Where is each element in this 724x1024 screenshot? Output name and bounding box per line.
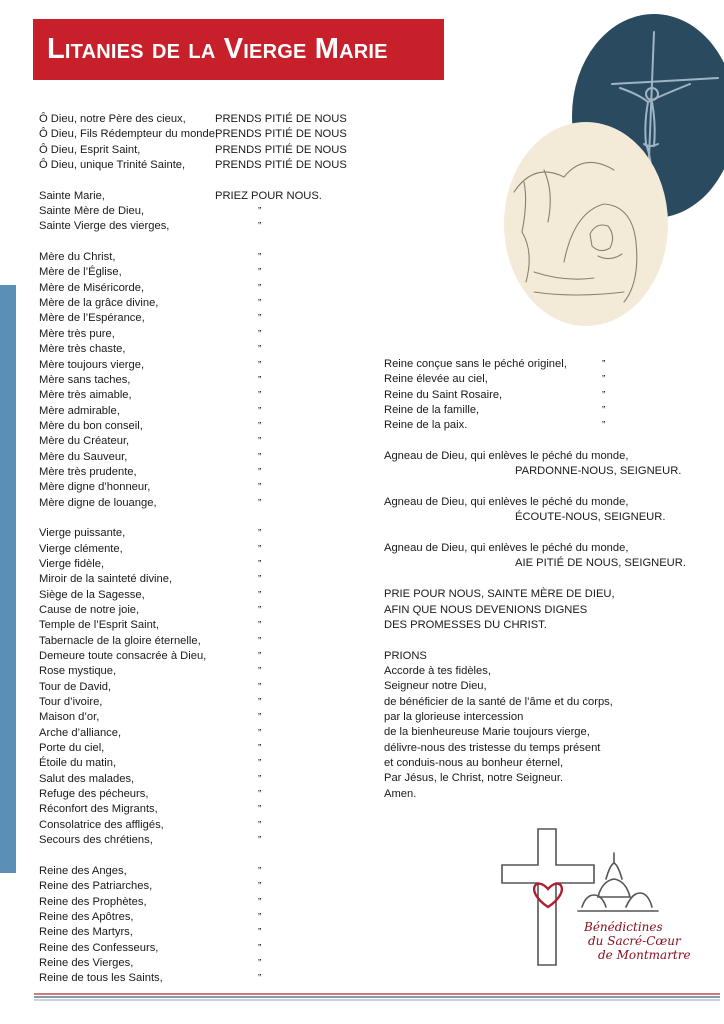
invocation-text: Reine des Apôtres, bbox=[39, 910, 134, 923]
ditto-mark: ” bbox=[602, 359, 606, 370]
ditto-mark: ” bbox=[258, 758, 262, 770]
invocation-text: Mère toujours vierge, bbox=[39, 358, 145, 371]
litany-line bbox=[384, 418, 686, 433]
ditto-mark: ” bbox=[258, 620, 262, 632]
ditto-mark: ” bbox=[258, 328, 262, 340]
invocation-text: Maison d’or, bbox=[39, 711, 100, 724]
invocation-text: Reine de la paix. bbox=[384, 419, 468, 432]
invocation-text: Salut des malades, bbox=[39, 772, 135, 785]
invocation-text: Ô Dieu, Fils Rédempteur du monde, bbox=[39, 128, 219, 141]
ditto-mark: ” bbox=[258, 589, 262, 601]
ditto-mark: ” bbox=[258, 252, 262, 264]
invocation-text: Mère admirable, bbox=[39, 404, 120, 417]
invocation-text: Mère très chaste, bbox=[39, 343, 126, 356]
invocation-text: Mère de la grâce divine, bbox=[39, 297, 159, 310]
invocation-text: Reine conçue sans le péché originel, bbox=[384, 358, 567, 370]
ditto-mark: ” bbox=[258, 819, 262, 831]
ditto-mark: ” bbox=[258, 743, 262, 755]
agneau-response: ÉCOUTE-NOUS, SEIGNEUR. bbox=[515, 511, 666, 524]
ditto-mark: ” bbox=[602, 389, 606, 401]
ditto-mark: ” bbox=[258, 528, 262, 540]
ditto-mark: ” bbox=[258, 712, 262, 724]
invocation-text: Sainte Vierge des vierges, bbox=[39, 220, 170, 233]
invocation-text: Tour d’ivoire, bbox=[39, 696, 103, 709]
response-text: PRENDS PITIÉ DE NOUS bbox=[215, 113, 347, 125]
litany-line bbox=[384, 372, 686, 387]
ditto-mark: ” bbox=[258, 206, 262, 218]
ditto-mark: ” bbox=[258, 543, 262, 555]
ditto-mark: ” bbox=[258, 957, 262, 969]
prayer-line: Accorde à tes fidèles, bbox=[384, 664, 491, 677]
page-title: Litanies de la Vierge Marie bbox=[47, 33, 388, 65]
prayer-line: Amen. bbox=[384, 787, 417, 800]
ditto-mark: ” bbox=[258, 681, 262, 693]
invocation-text: Mère très pure, bbox=[39, 327, 115, 340]
ditto-mark: ” bbox=[258, 466, 262, 478]
invocation-text: Mère du Sauveur, bbox=[39, 450, 128, 463]
ditto-mark: ” bbox=[258, 344, 262, 356]
ditto-mark: ” bbox=[258, 405, 262, 417]
agneau-response: PARDONNE-NOUS, SEIGNEUR. bbox=[515, 465, 682, 478]
invocation-text: Reine des Martyrs, bbox=[39, 926, 133, 939]
ditto-mark: ” bbox=[258, 773, 262, 785]
invocation-text: Arche d’alliance, bbox=[39, 726, 122, 739]
invocation-text: Demeure toute consacrée à Dieu, bbox=[39, 650, 207, 663]
title-banner bbox=[33, 19, 444, 80]
invocation-text: Cause de notre joie, bbox=[39, 604, 140, 616]
benedictines-logo bbox=[498, 823, 698, 971]
invocation-text: Reine du Saint Rosaire, bbox=[384, 388, 503, 401]
ditto-mark: ” bbox=[258, 896, 262, 908]
ditto-mark: ” bbox=[258, 390, 262, 402]
ditto-mark: ” bbox=[258, 666, 262, 678]
prayer-line: délivre-nous des tristesse du temps présent bbox=[384, 741, 601, 754]
ditto-mark: ” bbox=[258, 865, 262, 877]
invocation-text: Mère digne d’honneur, bbox=[39, 481, 151, 494]
prions-block bbox=[384, 649, 686, 802]
invocation-text: Vierge puissante, bbox=[39, 527, 126, 540]
ditto-mark: ” bbox=[258, 727, 262, 739]
ditto-mark: ” bbox=[258, 804, 262, 816]
invocation-text: Reine des Confesseurs, bbox=[39, 941, 159, 954]
prions-heading: PRIONS bbox=[384, 649, 427, 662]
invocation-text: Mère très prudente, bbox=[39, 465, 137, 478]
ditto-mark: ” bbox=[258, 497, 262, 509]
prayer-line: et conduis-nous au bonheur éternel, bbox=[384, 756, 564, 769]
ditto-mark: ” bbox=[258, 436, 262, 448]
litany-line bbox=[384, 357, 686, 372]
invocation-text: Porte du ciel, bbox=[39, 742, 105, 755]
invocation-text: Reine des Patriarches, bbox=[39, 880, 153, 893]
prayer-line: Par Jésus, le Christ, notre Seigneur. bbox=[384, 772, 564, 785]
invocation-text: Ô Dieu, notre Père des cieux, bbox=[39, 113, 186, 125]
invocation-text: Temple de l’Esprit Saint, bbox=[39, 619, 160, 632]
ditto-mark: ” bbox=[258, 835, 262, 847]
invocation-text: Mère sans taches, bbox=[39, 373, 131, 386]
prie-line: PRIE POUR NOUS, SAINTE MÈRE DE DIEU, bbox=[384, 588, 615, 601]
ditto-mark: ” bbox=[258, 313, 262, 325]
ditto-mark: ” bbox=[258, 574, 262, 586]
invocation-text: Ô Dieu, Esprit Saint, bbox=[39, 143, 141, 156]
logo-line-2: du Sacré-Cœur bbox=[588, 934, 681, 948]
ditto-mark: ” bbox=[258, 651, 262, 663]
prayer-line: Seigneur notre Dieu, bbox=[384, 680, 487, 693]
ditto-mark: ” bbox=[258, 558, 262, 570]
invocation-text: Reine élevée au ciel, bbox=[384, 373, 488, 386]
side-accent-bar bbox=[0, 285, 16, 873]
invocation-text: Vierge fidèle, bbox=[39, 557, 105, 570]
invocation-text: Consolatrice des affligés, bbox=[39, 818, 164, 831]
response-text: PRENDS PITIÉ DE NOUS bbox=[215, 128, 347, 141]
agneau-line: Agneau de Dieu, qui enlèves le péché du monde, bbox=[384, 496, 629, 509]
prie-block bbox=[384, 587, 686, 633]
ditto-mark: ” bbox=[258, 911, 262, 923]
ditto-mark: ” bbox=[258, 359, 262, 371]
prayer-line: de bénéficier de la santé de l’âme et du corps, bbox=[384, 695, 613, 708]
response-text: PRENDS PITIÉ DE NOUS bbox=[215, 159, 347, 172]
ditto-mark: ” bbox=[602, 405, 606, 417]
ditto-mark: ” bbox=[258, 973, 262, 985]
response-text: PRIEZ POUR NOUS. bbox=[215, 189, 322, 202]
ditto-mark: ” bbox=[602, 374, 606, 386]
invocation-text: Mère du Créateur, bbox=[39, 435, 130, 448]
ditto-mark: ” bbox=[258, 789, 262, 801]
invocation-text: Reine des Vierges, bbox=[39, 956, 134, 969]
agneau-response: AIE PITIÉ DE NOUS, SEIGNEUR. bbox=[515, 557, 686, 570]
logo-line-3: de Montmartre bbox=[598, 948, 691, 962]
litany-right-column bbox=[384, 357, 686, 802]
invocation-text: Miroir de la sainteté divine, bbox=[39, 573, 173, 586]
ditto-mark: ” bbox=[258, 221, 262, 233]
ditto-mark: ” bbox=[258, 881, 262, 893]
agneau-line: Agneau de Dieu, qui enlèves le péché du monde, bbox=[384, 542, 629, 555]
invocation-text: Mère du Christ, bbox=[39, 251, 116, 264]
agneau-block-1 bbox=[384, 449, 686, 480]
ditto-mark: ” bbox=[258, 451, 262, 463]
ditto-mark: ” bbox=[258, 482, 262, 494]
ditto-mark: ” bbox=[258, 942, 262, 954]
invocation-text: Reine des Prophètes, bbox=[39, 895, 147, 908]
litany-line bbox=[384, 403, 686, 418]
invocation-text: Refuge des pécheurs, bbox=[39, 788, 149, 801]
invocation-text: Reine des Anges, bbox=[39, 864, 127, 877]
ditto-mark: ” bbox=[258, 420, 262, 432]
invocation-text: Réconfort des Migrants, bbox=[39, 803, 158, 816]
virgin-illustration bbox=[504, 122, 668, 326]
ditto-mark: ” bbox=[258, 635, 262, 647]
footer-rule bbox=[34, 992, 720, 1002]
agneau-block-2 bbox=[384, 495, 686, 526]
prayer-line: de la bienheureuse Marie toujours vierge, bbox=[384, 726, 590, 739]
prie-line: DES PROMESSES DU CHRIST. bbox=[384, 618, 547, 631]
invocation-text: Secours des chrétiens, bbox=[39, 834, 153, 847]
reine-right-section bbox=[384, 357, 686, 434]
prayer-line: par la glorieuse intercession bbox=[384, 710, 524, 723]
invocation-text: Reine de tous les Saints, bbox=[39, 972, 163, 985]
invocation-text: Sainte Mère de Dieu, bbox=[39, 205, 145, 218]
litany-line bbox=[384, 388, 686, 403]
ditto-mark: ” bbox=[602, 420, 606, 432]
ditto-mark: ” bbox=[258, 374, 262, 386]
agneau-line: Agneau de Dieu, qui enlèves le péché du monde, bbox=[384, 450, 629, 463]
agneau-block-3 bbox=[384, 541, 686, 572]
invocation-text: Siège de la Sagesse, bbox=[39, 588, 145, 601]
prie-line: AFIN QUE NOUS DEVENIONS DIGNES bbox=[384, 603, 588, 616]
invocation-text: Rose mystique, bbox=[39, 665, 117, 678]
invocation-text: Mère du bon conseil, bbox=[39, 419, 143, 432]
ditto-mark: ” bbox=[258, 298, 262, 310]
invocation-text: Étoile du matin, bbox=[39, 757, 117, 770]
invocation-text: Ô Dieu, unique Trinité Sainte, bbox=[39, 159, 186, 172]
invocation-text: Sainte Marie, bbox=[39, 189, 105, 202]
invocation-text: Mère de Miséricorde, bbox=[39, 281, 145, 294]
invocation-text: Mère de l’Espérance, bbox=[39, 312, 145, 325]
ditto-mark: ” bbox=[258, 697, 262, 709]
response-text: PRENDS PITIÉ DE NOUS bbox=[215, 143, 347, 156]
ditto-mark: ” bbox=[258, 927, 262, 939]
logo-line-1: Bénédictines bbox=[584, 920, 663, 934]
ditto-mark: ” bbox=[258, 605, 262, 616]
invocation-text: Reine de la famille, bbox=[384, 404, 480, 417]
invocation-text: Tour de David, bbox=[39, 680, 112, 693]
invocation-text: Vierge clémente, bbox=[39, 542, 123, 555]
invocation-text: Mère de l’Église, bbox=[39, 266, 122, 279]
ditto-mark: ” bbox=[258, 267, 262, 279]
invocation-text: Mère très aimable, bbox=[39, 389, 132, 402]
invocation-text: Tabernacle de la gloire éternelle, bbox=[39, 634, 201, 647]
ditto-mark: ” bbox=[258, 282, 262, 294]
invocation-text: Mère digne de louange, bbox=[39, 496, 157, 509]
